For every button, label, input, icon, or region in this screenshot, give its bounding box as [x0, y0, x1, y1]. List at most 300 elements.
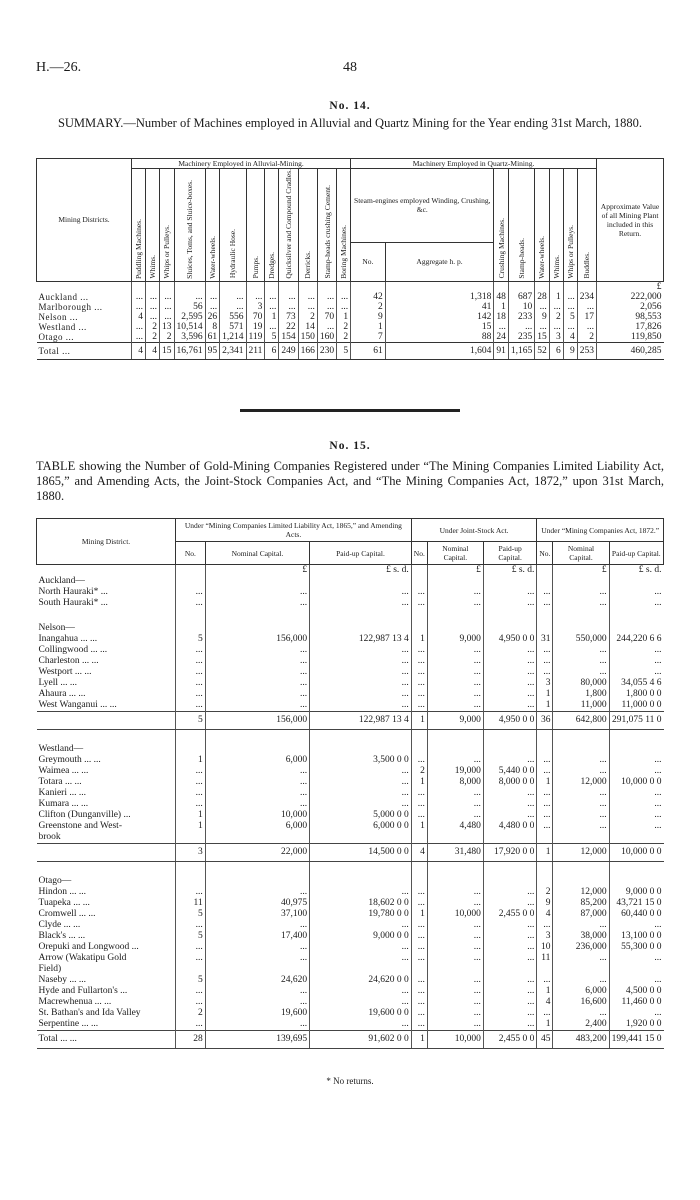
blank-cell — [609, 862, 663, 877]
table-cell: ... — [609, 667, 663, 678]
quartz-col-header — [535, 169, 550, 282]
blank-cell — [205, 609, 309, 623]
blank-cell — [337, 281, 351, 292]
table-cell: ... — [310, 598, 412, 609]
table-cell: 119 — [246, 332, 265, 343]
table-cell: 122,987 13 4 — [310, 712, 412, 730]
table-cell: 556 — [220, 312, 246, 322]
table-cell: 234 — [577, 292, 596, 302]
district-heading-row — [37, 876, 664, 887]
blank-cell — [609, 623, 663, 634]
table-cell: ... — [411, 953, 427, 964]
table-cell: ... — [427, 667, 483, 678]
table-row — [37, 678, 664, 689]
table-cell: 1 — [337, 312, 351, 322]
table-row — [37, 332, 664, 343]
table-row — [37, 656, 664, 667]
place-name: Greenstone and West- — [38, 821, 122, 831]
table-cell: 38,000 — [553, 931, 609, 942]
alluvial-col-header — [205, 169, 220, 282]
table-cell: ... — [553, 920, 609, 931]
table-cell: ... — [265, 292, 279, 302]
blank-cell — [537, 576, 553, 587]
table-cell: ... — [483, 788, 537, 799]
blank-cell — [310, 623, 412, 634]
quartz-col-label: Buddles. — [582, 252, 592, 279]
table-cell — [176, 832, 206, 844]
table-cell: 13,100 0 0 — [609, 931, 663, 942]
table-cell: 2 — [298, 312, 317, 322]
table-cell: ... — [483, 810, 537, 821]
place-name: Charleston ... ... — [38, 656, 99, 666]
spacer-row — [37, 609, 664, 623]
table-cell: ... — [411, 810, 427, 821]
blank-cell — [205, 862, 309, 877]
table-cell: 24 — [494, 332, 509, 343]
table-cell: ... — [205, 997, 309, 1008]
alluvial-col-label: Water-wheels. — [207, 235, 217, 279]
table-cell: ... — [427, 810, 483, 821]
table-row — [37, 667, 664, 678]
table-cell — [411, 832, 427, 844]
table-cell: 139,695 — [205, 1031, 309, 1049]
table-row — [37, 887, 664, 898]
table-cell: 17,826 — [597, 322, 664, 332]
blank-cell — [385, 281, 494, 292]
blank-cell — [483, 862, 537, 877]
table-cell: ... — [483, 953, 537, 964]
table-cell: ... — [427, 678, 483, 689]
table-cell: ... — [132, 302, 146, 312]
blank-cell — [411, 565, 427, 577]
table-cell — [609, 832, 663, 844]
blank-cell — [427, 744, 483, 755]
blank-cell — [37, 281, 132, 292]
blank-cell — [411, 609, 427, 623]
table-cell: ... — [205, 678, 309, 689]
spacer-row — [37, 730, 664, 745]
total-label: Total ... — [37, 342, 132, 359]
table-cell: 2 — [537, 887, 553, 898]
table-cell: ... — [176, 689, 206, 700]
place-name: South Hauraki* ... — [38, 598, 108, 608]
alluvial-col-header — [279, 169, 298, 282]
table-cell: 1 — [537, 1019, 553, 1031]
blank-cell — [310, 876, 412, 887]
table-cell: 9,000 0 0 — [310, 931, 412, 942]
table-row — [37, 810, 664, 821]
district-name: Westland ... — [38, 321, 87, 332]
table-cell: 10,000 0 0 — [609, 777, 663, 788]
table-cell: 9,000 0 0 — [609, 887, 663, 898]
unit-psd: £ s. d. — [609, 565, 663, 577]
subtotal-row — [37, 712, 664, 730]
table-cell: 14,500 0 0 — [310, 844, 412, 862]
table-cell: ... — [160, 292, 175, 302]
table-cell: ... — [132, 332, 146, 343]
alluvial-col-header — [265, 169, 279, 282]
total-cell: 95 — [205, 342, 220, 359]
table-cell: ... — [411, 598, 427, 609]
table-row — [37, 587, 664, 598]
table-cell: ... — [537, 788, 553, 799]
table-cell: 28 — [176, 1031, 206, 1049]
blank-cell — [483, 730, 537, 745]
table-cell: ... — [537, 810, 553, 821]
blank-cell — [411, 862, 427, 877]
table-cell: ... — [609, 656, 663, 667]
table-cell: ... — [205, 667, 309, 678]
table-cell: 42 — [351, 292, 386, 302]
place-name — [37, 844, 176, 862]
table-cell: 142 — [385, 312, 494, 322]
table-cell: 45 — [537, 1031, 553, 1049]
table-cell: ... — [317, 322, 336, 332]
table-cell: ... — [427, 755, 483, 766]
spacer-row — [37, 862, 664, 877]
table-cell: ... — [205, 766, 309, 777]
place-name: Kumara ... ... — [38, 799, 89, 809]
quartz-col-header — [494, 169, 509, 282]
table-row — [37, 689, 664, 700]
place-name: Clifton (Dunganville) ... — [38, 810, 131, 820]
table-cell: ... — [279, 302, 298, 312]
table-cell: 37,100 — [205, 909, 309, 920]
footnote: * No returns. — [326, 1076, 374, 1086]
table-cell: ... — [160, 302, 175, 312]
table-cell: 4,480 0 0 — [483, 821, 537, 832]
table-cell: 291,075 11 0 — [609, 712, 663, 730]
col-mining-district: Mining District. — [37, 519, 176, 565]
table-cell: ... — [427, 942, 483, 953]
district-heading-row — [37, 576, 664, 587]
blank-cell — [483, 623, 537, 634]
alluvial-col-header — [317, 169, 336, 282]
table-cell: 5,000 0 0 — [310, 810, 412, 821]
units-row — [37, 565, 664, 577]
total-cell: 9 — [563, 342, 577, 359]
total-cell: 166 — [298, 342, 317, 359]
currency-unit: £ — [597, 281, 664, 292]
table-cell: ... — [563, 292, 577, 302]
currency-row — [37, 281, 664, 292]
table-cell: ... — [427, 689, 483, 700]
group-quartz: Machinery Employed in Quartz-Mining. — [351, 159, 597, 169]
alluvial-col-label: Whims. — [148, 255, 157, 279]
table-cell: ... — [535, 302, 550, 312]
table-cell: 7 — [351, 332, 386, 343]
table-cell: ... — [483, 667, 537, 678]
table-cell: 10,514 — [174, 322, 205, 332]
table-row — [37, 986, 664, 997]
table-row — [37, 598, 664, 609]
alluvial-col-header — [132, 169, 146, 282]
blank-cell — [265, 281, 279, 292]
total-cell: 5 — [337, 342, 351, 359]
place-name: Orepuki and Longwood ... — [38, 942, 139, 952]
table-cell: ... — [537, 598, 553, 609]
table-cell: ... — [427, 975, 483, 986]
alluvial-col-header — [174, 169, 205, 282]
blank-cell — [427, 609, 483, 623]
table-cell: 10,000 0 0 — [609, 844, 663, 862]
table-row — [37, 1019, 664, 1031]
blank-cell — [176, 565, 206, 577]
table-cell: 1,800 — [553, 689, 609, 700]
table-cell: 4 — [132, 312, 146, 322]
blank-cell — [609, 744, 663, 755]
table-cell: ... — [483, 689, 537, 700]
table-cell: ... — [310, 887, 412, 898]
quartz-col-header — [549, 169, 563, 282]
blank-cell — [563, 281, 577, 292]
table-row — [37, 1008, 664, 1019]
summary-description: SUMMARY.—Number of Machines employed in Alluvial and Quartz Mining for the Year ending 31st March, 1880. — [57, 116, 643, 130]
table-row — [37, 634, 664, 645]
place-name: Macrewhenua ... ... — [38, 997, 112, 1007]
group-mining-companies-1872: Under “Mining Companies Act, 1872.” — [537, 519, 664, 542]
table-cell: 6,000 0 0 — [310, 821, 412, 832]
blank-cell — [160, 281, 175, 292]
table-cell: 550,000 — [553, 634, 609, 645]
table-cell: ... — [176, 667, 206, 678]
table-cell: 24,620 — [205, 975, 309, 986]
alluvial-col-label: Derricks. — [303, 250, 313, 279]
district-heading: Westland— — [38, 744, 84, 754]
total-cell: 61 — [351, 342, 386, 359]
table-cell: ... — [553, 766, 609, 777]
table-cell: ... — [553, 645, 609, 656]
unit-pound: £ — [205, 565, 309, 577]
table-cell: ... — [205, 302, 220, 312]
table-cell: ... — [427, 1019, 483, 1031]
no-header: No. — [537, 542, 553, 565]
district-name: Nelson ... — [38, 311, 78, 322]
table-cell: ... — [146, 312, 160, 322]
table-cell: 8 — [205, 322, 220, 332]
place-name: brook — [38, 832, 61, 842]
total-cell: 15 — [160, 342, 175, 359]
table-cell: 10 — [537, 942, 553, 953]
table-cell: ... — [427, 700, 483, 712]
section-title-15: No. 15. — [329, 440, 371, 452]
table-cell: 31,480 — [427, 844, 483, 862]
table-cell: 9 — [351, 312, 386, 322]
paidup-capital-header: Paid-up Capital. — [483, 542, 537, 565]
table-row — [37, 832, 664, 844]
table-cell: ... — [279, 292, 298, 302]
table-cell: 11,000 0 0 — [609, 700, 663, 712]
table-cell: ... — [411, 887, 427, 898]
table-cell: ... — [427, 986, 483, 997]
table-cell: 122,987 13 4 — [310, 634, 412, 645]
table-cell: 1 — [411, 821, 427, 832]
table-cell: ... — [483, 931, 537, 942]
table-cell: ... — [132, 322, 146, 332]
table-cell: 9 — [537, 898, 553, 909]
table-cell: 88 — [385, 332, 494, 343]
total-cell: 230 — [317, 342, 336, 359]
table-cell: ... — [483, 975, 537, 986]
table-cell: 119,850 — [597, 332, 664, 343]
blank-cell — [537, 876, 553, 887]
table-cell: 5 — [176, 712, 206, 730]
table-cell: 56 — [174, 302, 205, 312]
table-row — [37, 700, 664, 712]
table-cell — [553, 832, 609, 844]
steam-hp-header: Aggregate h. p. — [385, 242, 494, 281]
table-cell: 4,950 0 0 — [483, 712, 537, 730]
table-cell: ... — [220, 302, 246, 312]
table-cell: 10,000 — [205, 810, 309, 821]
total-cell: 91 — [494, 342, 509, 359]
table-cell: ... — [609, 953, 663, 964]
table-cell: 19,600 0 0 — [310, 1008, 412, 1019]
table-cell: ... — [483, 656, 537, 667]
table-cell: ... — [310, 587, 412, 598]
blank-cell — [553, 876, 609, 887]
table-cell: ... — [205, 986, 309, 997]
table-cell: 1,920 0 0 — [609, 1019, 663, 1031]
table-cell: ... — [160, 312, 175, 322]
table-cell: 10 — [508, 302, 534, 312]
table-cell: 70 — [317, 312, 336, 322]
blank-cell — [176, 862, 206, 877]
nominal-capital-header: Nominal Capital. — [553, 542, 609, 565]
table-cell: 5 — [176, 975, 206, 986]
total-cell: 4 — [146, 342, 160, 359]
quartz-col-label: Whims. — [551, 255, 561, 279]
table-cell: 1 — [537, 777, 553, 788]
blank-cell — [553, 862, 609, 877]
blank-cell — [577, 281, 596, 292]
table-cell: ... — [411, 755, 427, 766]
table-cell: ... — [176, 920, 206, 931]
table-cell: ... — [537, 645, 553, 656]
blank-cell — [220, 281, 246, 292]
table-cell: ... — [483, 986, 537, 997]
paidup-capital-header: Paid-up Capital. — [310, 542, 412, 565]
table-cell: ... — [609, 755, 663, 766]
table-cell: ... — [205, 777, 309, 788]
table-cell: ... — [174, 292, 205, 302]
unit-psd: £ s. d. — [310, 565, 412, 577]
table-cell: 19,000 — [427, 766, 483, 777]
table-cell: 4,500 0 0 — [609, 986, 663, 997]
table-cell: ... — [535, 322, 550, 332]
table-cell: 483,200 — [553, 1031, 609, 1049]
table-cell: 2 — [146, 332, 160, 343]
table-cell: 48 — [494, 292, 509, 302]
table-cell: ... — [205, 598, 309, 609]
blank-cell — [483, 744, 537, 755]
place-name: Clyde ... ... — [38, 920, 81, 930]
table-cell: 1 — [176, 821, 206, 832]
place-name: Hindon ... ... — [38, 887, 86, 897]
total-cell: 460,285 — [597, 342, 664, 359]
table-cell: 2,056 — [597, 302, 664, 312]
table-cell: 22,000 — [205, 844, 309, 862]
place-name: Greymouth ... ... — [38, 755, 101, 765]
table-cell: ... — [205, 920, 309, 931]
table-cell: ... — [176, 887, 206, 898]
table-cell: ... — [146, 292, 160, 302]
alluvial-col-label: Pumps. — [250, 256, 260, 279]
table-cell: 98,553 — [597, 312, 664, 322]
table-cell: ... — [553, 788, 609, 799]
table-cell: 4 — [563, 332, 577, 343]
place-name: Totara ... ... — [38, 777, 82, 787]
table-cell: ... — [411, 975, 427, 986]
table-cell: ... — [220, 292, 246, 302]
total-cell: 16,761 — [174, 342, 205, 359]
table-cell — [553, 964, 609, 975]
section-title-14: No. 14. — [329, 100, 371, 112]
table-cell: ... — [609, 799, 663, 810]
table-cell: 6,000 — [205, 821, 309, 832]
table-cell: 3 — [549, 332, 563, 343]
blank-cell — [205, 730, 309, 745]
table-cell — [176, 964, 206, 975]
table-cell: 55,300 0 0 — [609, 942, 663, 953]
paidup-capital-header: Paid-up Capital. — [609, 542, 663, 565]
table-cell: ... — [205, 1019, 309, 1031]
table-cell: ... — [205, 292, 220, 302]
steam-engines-header: Steam-engines employed Winding, Crushing, &c. — [351, 169, 494, 243]
table-cell: 2 — [411, 766, 427, 777]
blank-cell — [205, 744, 309, 755]
table-cell: 19 — [246, 322, 265, 332]
table-cell: ... — [205, 799, 309, 810]
page-header — [36, 60, 664, 80]
quartz-col-label: Stamp-heads. — [517, 237, 527, 279]
nominal-capital-header: Nominal Capital. — [427, 542, 483, 565]
table-cell — [205, 832, 309, 844]
table-cell: 1 — [351, 322, 386, 332]
blank-cell — [609, 609, 663, 623]
table-cell: 1 — [411, 1031, 427, 1049]
table-cell: ... — [483, 1019, 537, 1031]
alluvial-col-label: Sluices, Toms, and Sluice-boxes. — [185, 179, 195, 279]
table-cell: ... — [553, 799, 609, 810]
table-cell: 1,214 — [220, 332, 246, 343]
total-cell: 6 — [265, 342, 279, 359]
table-cell: ... — [483, 678, 537, 689]
table-cell: 1 — [411, 777, 427, 788]
quartz-col-label: Whips or Pulleys. — [565, 225, 575, 279]
table-cell: ... — [205, 656, 309, 667]
table-cell: ... — [132, 292, 146, 302]
table-cell: ... — [310, 953, 412, 964]
table-cell: 1 — [494, 302, 509, 312]
table-cell: 2 — [351, 302, 386, 312]
table-cell: 3 — [537, 678, 553, 689]
table-cell: ... — [577, 302, 596, 312]
table-cell: ... — [411, 1008, 427, 1019]
table-cell: ... — [483, 997, 537, 1008]
table-cell: ... — [537, 656, 553, 667]
blank-cell — [132, 281, 146, 292]
table-cell: ... — [317, 292, 336, 302]
quartz-col-header — [508, 169, 534, 282]
blank-cell — [427, 876, 483, 887]
blank-cell — [176, 576, 206, 587]
blank-cell — [176, 744, 206, 755]
table-cell: 1 — [176, 755, 206, 766]
table-cell: 154 — [279, 332, 298, 343]
alluvial-col-header — [220, 169, 246, 282]
table-cell: 31 — [537, 634, 553, 645]
